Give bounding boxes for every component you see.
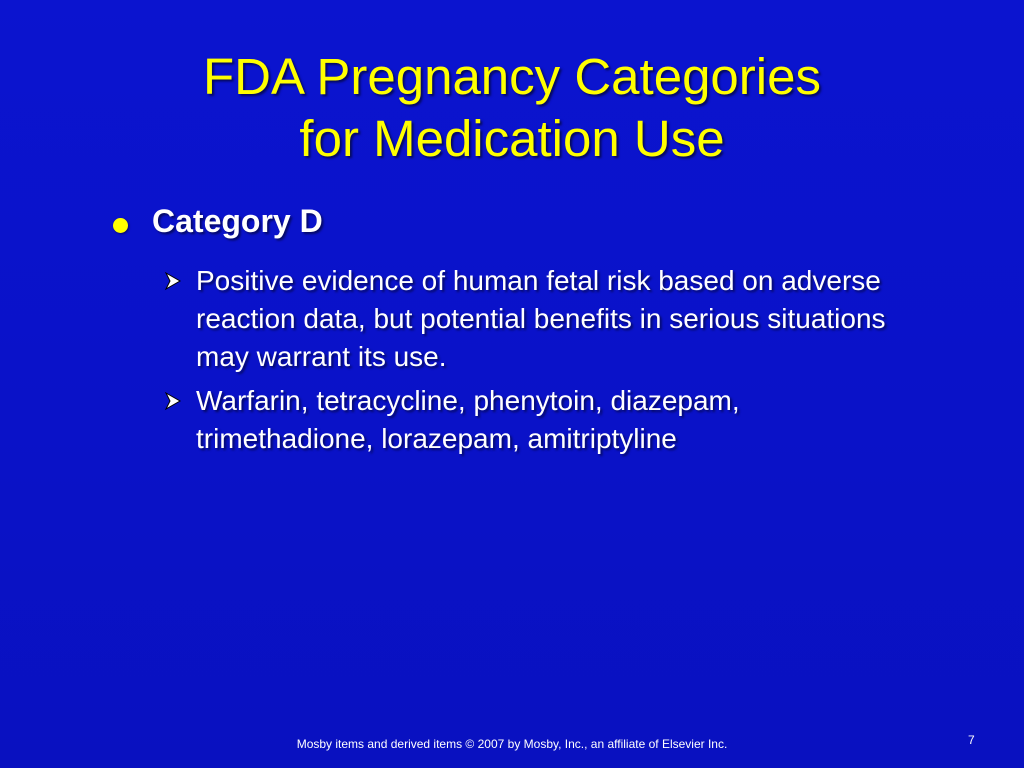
page-number: 7 [968, 733, 975, 747]
slide-title [0, 46, 1024, 170]
sub-bullet-item [163, 382, 923, 458]
sub-bullet-list [163, 262, 923, 464]
bullet-category-d [113, 203, 323, 240]
copyright-footer: Mosby items and derived items © 2007 by Mosby, Inc., an affiliate of Elsevier Inc. [296, 737, 728, 751]
title-line-1: FDA Pregnancy Categories [203, 48, 821, 105]
arrow-right-icon [163, 391, 183, 411]
sub-bullet-text: Warfarin, tetracycline, phenytoin, diazepam, trimethadione, lorazepam, amitriptyline [196, 385, 740, 454]
sub-bullet-text: Positive evidence of human fetal risk based on adverse reaction data, but potential benefits in serious situations may warrant its use. [196, 265, 886, 372]
circle-bullet-icon [113, 218, 128, 233]
sub-bullet-item [163, 262, 923, 376]
arrow-right-icon [163, 271, 183, 291]
title-line-2: for Medication Use [299, 110, 725, 167]
bullet-label: Category D [152, 203, 323, 239]
